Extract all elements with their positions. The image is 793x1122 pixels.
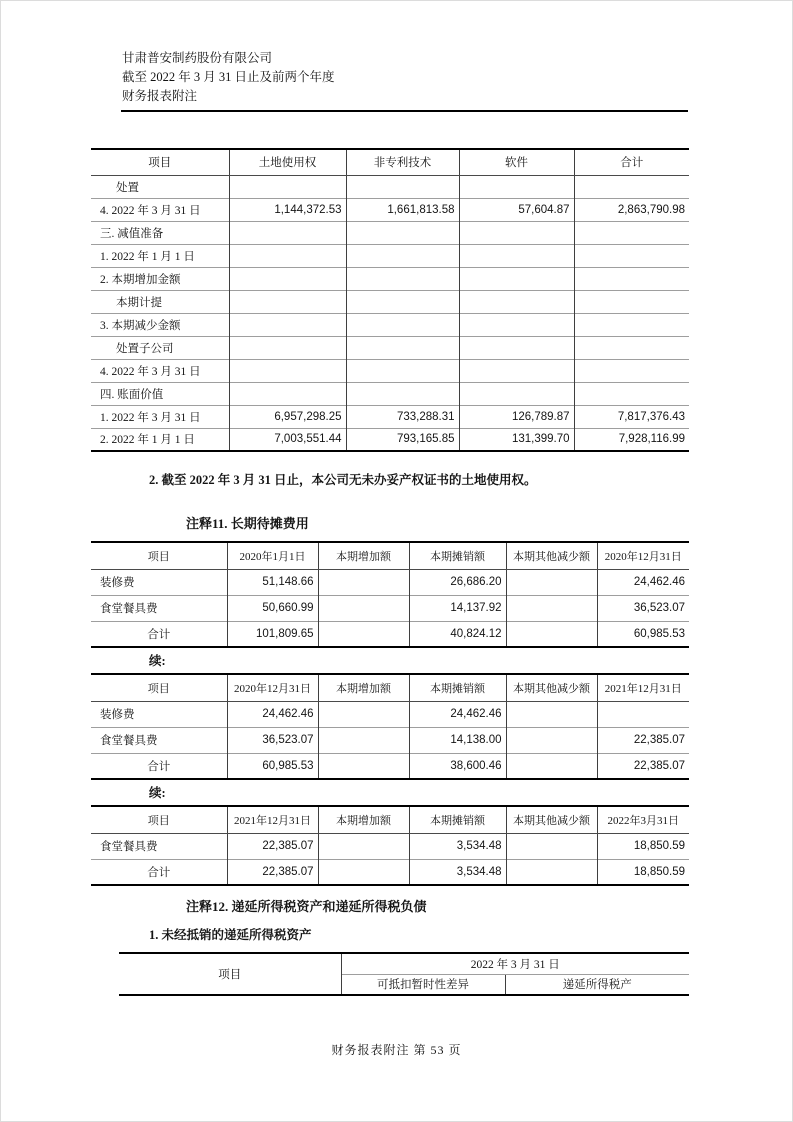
company-name: 甘肃普安制药股份有限公司 [122,51,273,65]
cell [229,267,346,290]
land-rights-note: 2. 截至 2022 年 3 月 31 日止，本公司无未办妥产权证书的土地使用权。 [149,473,537,487]
cell: 57,604.87 [459,198,574,221]
row-label: 合计 [91,621,227,647]
table-row [91,727,689,753]
cell: 1,144,372.53 [229,198,346,221]
table-row [91,428,689,451]
note11-heading: 注释11. 长期待摊费用 [186,516,309,531]
cell [459,244,574,267]
row-label: 三. 减值准备 [91,221,229,244]
report-period: 截至 2022 年 3 月 31 日止及前两个年度 [122,70,335,84]
row-label: 1. 2022 年 1 月 1 日 [91,244,229,267]
note12-subtitle: 1. 未经抵销的递延所得税资产 [149,928,312,942]
cell: 22,385.07 [227,833,318,859]
column-header: 软件 [459,149,574,175]
cell [506,569,597,595]
column-header: 合计 [574,149,689,175]
cell: 36,523.07 [227,727,318,753]
column-header: 本期摊销额 [409,674,506,701]
cell: 18,850.59 [597,859,689,885]
column-header: 2020年12月31日 [227,674,318,701]
table-row [91,198,689,221]
column-header: 项目 [91,149,229,175]
cell: 40,824.12 [409,621,506,647]
row-label: 2. 2022 年 1 月 1 日 [91,428,229,451]
deferred-expense-table-2022 [91,805,689,886]
table-row [91,859,689,885]
column-header: 2020年1月1日 [227,542,318,569]
cell: 60,985.53 [597,621,689,647]
cell [506,621,597,647]
cell [318,833,409,859]
cell: 1,661,813.58 [346,198,459,221]
cell [318,859,409,885]
table-row [91,382,689,405]
column-header: 2021年12月31日 [597,674,689,701]
cell [229,382,346,405]
row-label: 2. 本期增加金额 [91,267,229,290]
column-header: 2022年3月31日 [597,806,689,833]
row-label: 食堂餐具费 [91,595,227,621]
cell: 3,534.48 [409,859,506,885]
table-row [91,595,689,621]
column-header: 本期增加额 [318,542,409,569]
column-header: 本期摊销额 [409,542,506,569]
cell: 126,789.87 [459,405,574,428]
row-label: 食堂餐具费 [91,727,227,753]
row-label: 3. 本期减少金额 [91,313,229,336]
column-header: 项目 [91,542,227,569]
cell: 26,686.20 [409,569,506,595]
cell [229,290,346,313]
table-row [91,569,689,595]
table-row [91,313,689,336]
table-row [91,621,689,647]
column-header: 项目 [91,674,227,701]
cell [597,701,689,727]
cell: 38,600.46 [409,753,506,779]
cell [574,175,689,198]
cell [346,359,459,382]
column-header: 项目 [119,953,341,995]
row-label: 4. 2022 年 3 月 31 日 [91,359,229,382]
row-label: 合计 [91,753,227,779]
cell: 24,462.46 [227,701,318,727]
cell [506,859,597,885]
cell [459,221,574,244]
cell: 14,138.00 [409,727,506,753]
table-row [91,175,689,198]
cell: 60,985.53 [227,753,318,779]
cell: 7,928,116.99 [574,428,689,451]
table-row [91,267,689,290]
table-row [91,405,689,428]
cell [229,244,346,267]
cell: 2,863,790.98 [574,198,689,221]
row-label: 装修费 [100,709,135,721]
row-label: 4. 2022 年 3 月 31 日 [91,198,229,221]
cell: 51,148.66 [227,569,318,595]
column-header: 本期增加额 [318,806,409,833]
deferred-tax-table [119,952,689,996]
table-row [91,290,689,313]
cell [318,727,409,753]
table-row [91,753,689,779]
cell: 14,137.92 [409,595,506,621]
cell [229,359,346,382]
continuation-label: 续: [149,786,166,800]
cell [574,313,689,336]
column-header: 可抵扣暂时性差异 [341,974,505,995]
column-header: 本期其他减少额 [506,542,597,569]
cell [574,267,689,290]
cell: 733,288.31 [346,405,459,428]
cell [574,336,689,359]
document-type: 财务报表附注 [122,89,198,103]
cell [229,313,346,336]
cell: 7,817,376.43 [574,405,689,428]
cell [229,175,346,198]
column-header: 2022 年 3 月 31 日 [341,953,689,974]
column-header: 项目 [91,806,227,833]
cell: 50,660.99 [227,595,318,621]
cell: 24,462.46 [597,569,689,595]
cell: 7,003,551.44 [229,428,346,451]
column-header: 2020年12月31日 [597,542,689,569]
table-row [91,336,689,359]
table-row [119,953,689,974]
row-label: 本期计提 [91,290,229,313]
row-label: 食堂餐具费 [100,841,158,853]
cell [506,595,597,621]
row-label: 四. 账面价值 [91,382,229,405]
cell [346,290,459,313]
row-label: 处置子公司 [91,336,229,359]
cell [506,727,597,753]
cell [346,336,459,359]
cell [346,244,459,267]
column-header: 递延所得税产 [505,974,689,995]
cell: 36,523.07 [597,595,689,621]
cell [506,701,597,727]
row-label: 装修费 [100,577,135,589]
cell [574,290,689,313]
row-label: 1. 2022 年 3 月 31 日 [91,405,229,428]
cell [459,382,574,405]
cell [346,175,459,198]
cell [346,221,459,244]
header-row [91,542,689,569]
cell [574,244,689,267]
cell [506,833,597,859]
column-header: 非专利技术 [346,149,459,175]
cell [459,175,574,198]
cell [346,267,459,290]
cell [459,313,574,336]
column-header: 本期其他减少额 [506,806,597,833]
cell [346,382,459,405]
row-label: 处置 [116,181,139,194]
document-header [122,49,335,106]
table-row [91,701,689,727]
cell [459,290,574,313]
table-row [91,244,689,267]
cell [229,336,346,359]
column-header: 土地使用权 [229,149,346,175]
cell [506,753,597,779]
header-row [91,149,689,175]
column-header: 2021年12月31日 [227,806,318,833]
cell: 793,165.85 [346,428,459,451]
cell [459,359,574,382]
header-row [91,674,689,701]
cell: 3,534.48 [409,833,506,859]
table-row [91,359,689,382]
cell: 22,385.07 [597,753,689,779]
cell [574,359,689,382]
column-header: 本期摊销额 [409,806,506,833]
cell [574,221,689,244]
cell: 22,385.07 [227,859,318,885]
cell: 131,399.70 [459,428,574,451]
table-row [91,833,689,859]
column-header: 本期增加额 [318,674,409,701]
deferred-expense-table-2021 [91,673,689,780]
cell [318,569,409,595]
cell: 101,809.65 [227,621,318,647]
cell [229,221,346,244]
cell [459,336,574,359]
cell: 22,385.07 [597,727,689,753]
cell: 6,957,298.25 [229,405,346,428]
intangible-assets-table [91,148,689,452]
table-row [91,221,689,244]
cell: 24,462.46 [409,701,506,727]
cell [318,701,409,727]
cell [574,382,689,405]
cell [318,595,409,621]
page-footer: 财务报表附注 第 53 页 [331,1043,462,1057]
cell: 18,850.59 [597,833,689,859]
note12-heading: 注释12. 递延所得税资产和递延所得税负债 [186,899,427,914]
cell [459,267,574,290]
continuation-label: 续: [149,654,166,668]
header-rule [121,110,688,112]
cell [318,621,409,647]
header-row [91,806,689,833]
cell [346,313,459,336]
deferred-expense-table-2020 [91,541,689,648]
column-header: 本期其他减少额 [506,674,597,701]
row-label: 合计 [91,859,227,885]
cell [318,753,409,779]
